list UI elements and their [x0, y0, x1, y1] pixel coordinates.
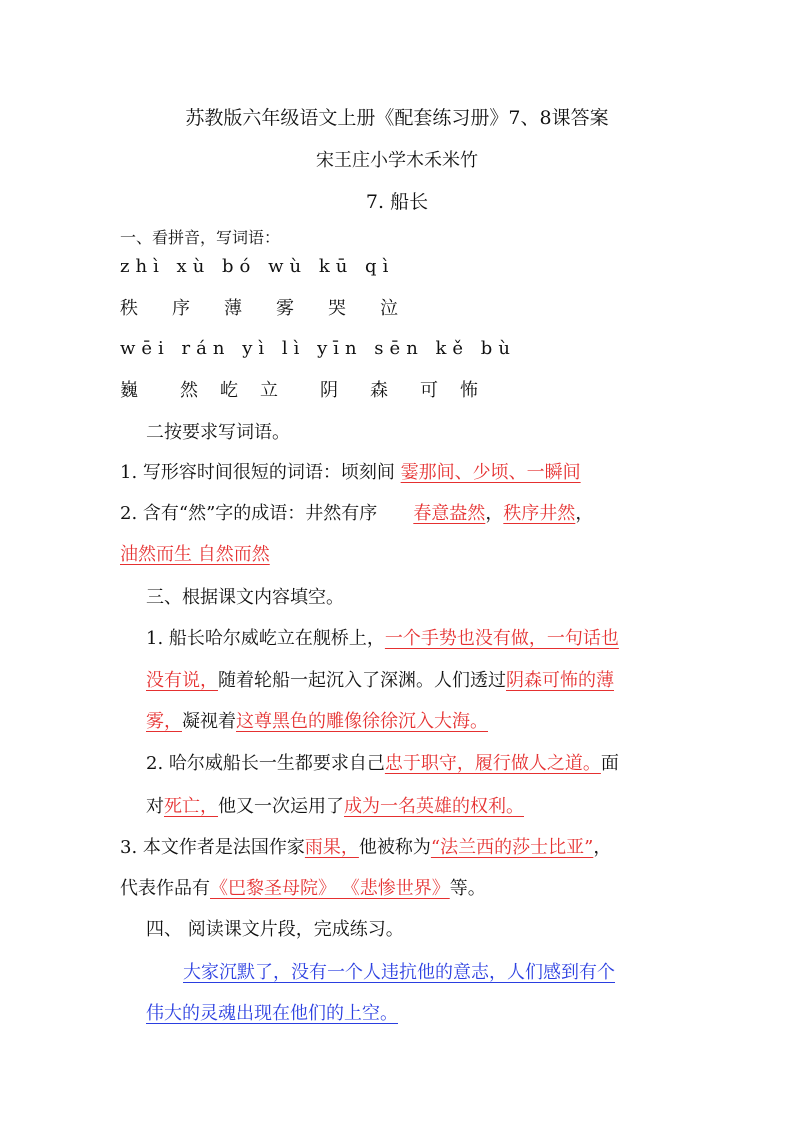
q2-1-answer: 霎那间、少顷、一瞬间: [400, 462, 581, 483]
section3-heading: 三、根据课文内容填空。: [146, 587, 344, 608]
q3-2-text: 对: [146, 796, 164, 817]
pinyin-row-1: zhì xù bó wù kū qì: [120, 256, 395, 277]
q2-2-answer-a: 春意盎然: [413, 503, 486, 524]
q2-2-answer-c: 油然而生 自然而然: [120, 544, 270, 565]
passage-text: 大家沉默了，没有一个人违抗他的意志，人们感到有个: [183, 962, 615, 983]
q2-2-prompt: 2. 含有“然”字的成语：井然有序: [120, 503, 378, 524]
section4-heading: 四、 阅读课文片段，完成练习。: [146, 919, 404, 940]
word-char: 泣: [380, 298, 398, 319]
q3-2-text: 他又一次运用了: [218, 796, 344, 817]
word-char: 可: [420, 380, 438, 401]
word-char: 屹: [220, 380, 238, 401]
q3-3-answer: “法兰西的莎士比亚”: [430, 837, 594, 858]
q3-3-line2: [120, 877, 486, 901]
q3-1-text: 凝视着: [182, 711, 236, 732]
q2-2: [120, 502, 593, 526]
q3-3-text: 等。: [449, 878, 486, 899]
q3-1-answer: 阴森可怖的薄: [506, 670, 614, 691]
words-row-1: [120, 297, 432, 321]
q3-2-line2: [146, 795, 524, 819]
q3-1-answer: 雾，: [146, 711, 182, 732]
word-char: 然: [180, 380, 198, 401]
q3-2-answer: 成为一名英雄的权利。: [344, 796, 524, 817]
word-char: 森: [370, 380, 388, 401]
q3-1-line1: [146, 627, 619, 651]
q3-2-text: 2. 哈尔威船长一生都要求自己: [146, 753, 385, 774]
word-char: 薄: [224, 298, 242, 319]
passage-line1: [183, 961, 615, 985]
author-line: 宋王庄小学木禾米竹: [316, 150, 478, 171]
word-char: 怖: [460, 380, 478, 401]
q3-2-answer: 忠于职守，履行做人之道。: [384, 753, 601, 774]
q3-3-text: 代表作品有: [120, 878, 210, 899]
q3-1-answer: 这尊黑色的雕像徐徐沉入大海。: [236, 711, 488, 732]
lesson-title: 7. 船长: [365, 191, 429, 213]
word-char: 哭: [328, 298, 346, 319]
q2-1-prompt: 1. 写形容时间很短的词语：顷刻间: [120, 462, 395, 483]
q3-2-answer: 死亡，: [164, 796, 218, 817]
passage-line2: [146, 1002, 398, 1026]
q2-2-end: ，: [575, 503, 594, 524]
q3-2-line1: [146, 752, 619, 776]
word-char: 序: [172, 298, 190, 319]
q2-2-cont: [120, 543, 270, 567]
word-char: 巍: [120, 380, 138, 401]
q2-2-answer-b: 秩序井然: [503, 503, 576, 524]
word-char: 阴: [320, 380, 338, 401]
q2-1: [120, 461, 581, 485]
q3-1-line2: [146, 669, 614, 693]
q3-3-answer: 雨果，: [304, 837, 359, 858]
q3-1-answer: 一个手势也没有做，一句话也: [384, 628, 619, 649]
word-char: 秩: [120, 298, 138, 319]
section2-heading: 二按要求写词语。: [146, 422, 290, 443]
q3-3-text: 3. 本文作者是法国作家: [120, 837, 305, 858]
document-title: 苏教版六年级语文上册《配套练习册》7、8课答案: [185, 107, 609, 129]
pinyin-row-2: wēi rán yì lì yīn sēn kě bù: [120, 338, 516, 359]
q3-3-text: ，: [593, 837, 612, 858]
words-row-2: [120, 379, 500, 403]
passage-text: 伟大的灵魂出现在他们的上空。: [146, 1003, 398, 1024]
q3-1-answer: 没有说，: [146, 670, 218, 691]
word-char: 雾: [276, 298, 294, 319]
word-char: 立: [260, 380, 278, 401]
q3-1-text: 1. 船长哈尔威屹立在舰桥上，: [146, 628, 385, 649]
q3-3-line1: [120, 836, 611, 860]
section1-heading: 一、看拼音，写词语：: [120, 228, 281, 247]
q3-3-answer: 《巴黎圣母院》 《悲惨世界》: [210, 878, 450, 899]
q2-2-separator: ，: [485, 503, 504, 524]
q3-2-text: 面: [600, 753, 619, 774]
q3-1-line3: [146, 710, 488, 734]
q3-3-text: 他被称为: [358, 837, 431, 858]
q3-1-text: 随着轮船一起沉入了深渊。人们透过: [218, 670, 506, 691]
